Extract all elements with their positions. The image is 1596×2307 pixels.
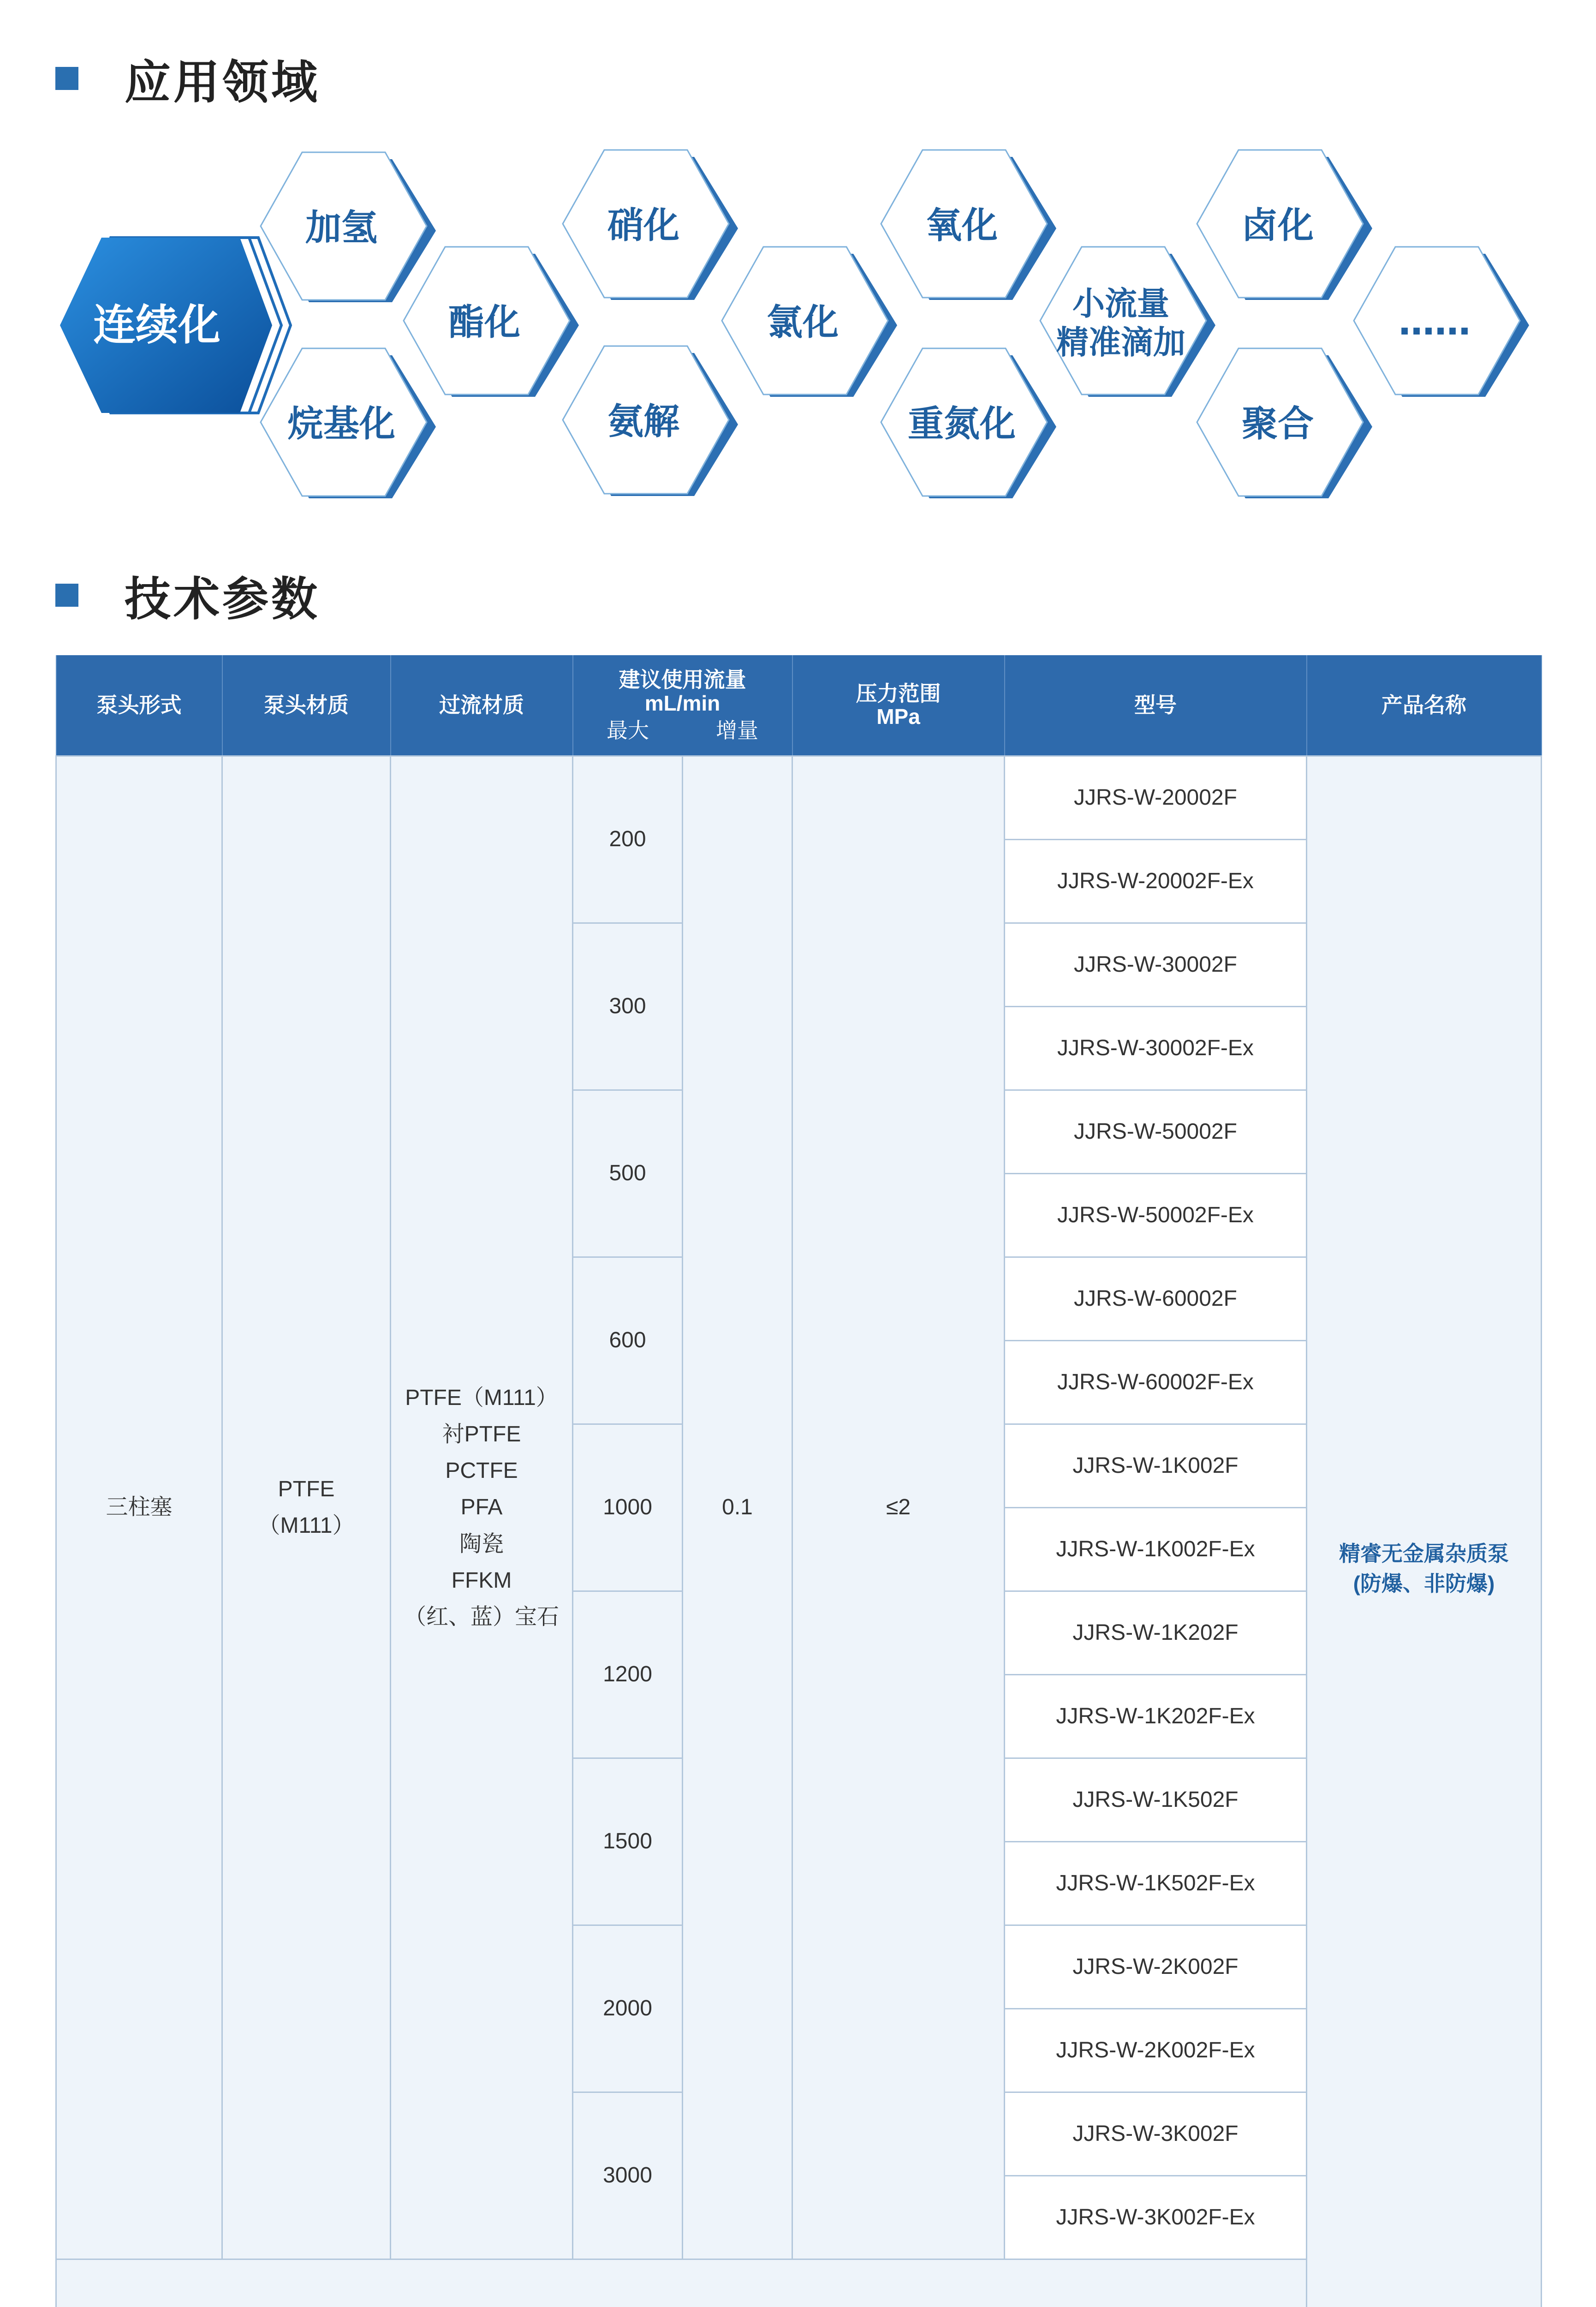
header-pump-material: 泵头材质 — [222, 655, 391, 756]
hex-more — [1352, 242, 1536, 404]
cell-line: PCTFE — [445, 1458, 518, 1483]
cell-note — [56, 2259, 1307, 2307]
hex-label: 聚合 — [1241, 403, 1314, 445]
table-row — [56, 756, 1542, 839]
header-pressure — [792, 655, 1005, 756]
cell-model: JJRS-W-50002F-Ex — [1005, 1173, 1307, 1257]
cell-model: JJRS-W-1K002F — [1005, 1424, 1307, 1507]
cell-flow-max: 500 — [573, 1090, 683, 1257]
hex-main-label: 连续化 — [93, 300, 220, 350]
cell-line: PTFE — [278, 1476, 335, 1501]
header-pressure-unit: MPa — [876, 705, 920, 729]
cell-product-name — [1307, 756, 1542, 2307]
hex-label: 重氮化 — [907, 403, 1016, 445]
hex-diazotization — [879, 344, 1063, 505]
header-pump-type: 泵头形式 — [56, 655, 222, 756]
spec-table — [55, 655, 1542, 2307]
header-product-name: 产品名称 — [1307, 655, 1542, 756]
cell-line: PFA — [460, 1495, 503, 1520]
hex-nitration — [560, 145, 745, 307]
cell-model: JJRS-W-2K002F-Ex — [1005, 2008, 1307, 2092]
hex-label: 烷基化 — [287, 403, 395, 445]
hex-label: …… — [1399, 302, 1471, 344]
cell-model: JJRS-W-60002F — [1005, 1257, 1307, 1340]
hex-label — [1038, 242, 1204, 404]
cell-model: JJRS-W-1K502F-Ex — [1005, 1841, 1307, 1925]
table-body — [56, 756, 1542, 2307]
header-model: 型号 — [1005, 655, 1307, 756]
section-title-text: 技术参数 — [125, 572, 320, 626]
header-flow-max: 最大 — [607, 718, 649, 742]
cell-line: （红、蓝）宝石 — [404, 1604, 559, 1629]
hex-oxidation — [879, 145, 1063, 307]
hex-label: 氯化 — [766, 302, 839, 344]
cell-line: PTFE（M111） — [405, 1385, 558, 1410]
section-title-applications — [55, 46, 320, 111]
cell-model: JJRS-W-1K202F — [1005, 1591, 1307, 1674]
hex-esterification — [401, 242, 586, 404]
header-wetted-material: 过流材质 — [391, 655, 573, 756]
cell-model: JJRS-W-20002F — [1005, 756, 1307, 839]
section-title-specs — [55, 563, 320, 628]
hex-label: 酯化 — [448, 302, 520, 344]
cell-line: (防爆、非防爆) — [1353, 1571, 1495, 1596]
cell-model: JJRS-W-60002F-Ex — [1005, 1340, 1307, 1424]
header-flow-title: 建议使用流量 — [619, 668, 746, 692]
hex-chlorination — [720, 242, 904, 404]
cell-model: JJRS-W-1K502F — [1005, 1758, 1307, 1841]
header-flow — [573, 655, 792, 756]
cell-model: JJRS-W-3K002F-Ex — [1005, 2176, 1307, 2259]
cell-flow-max: 3000 — [573, 2092, 683, 2259]
cell-pump-type: 三柱塞 — [56, 756, 222, 2259]
header-flow-increment: 增量 — [716, 718, 758, 742]
cell-line: 衬PTFE — [442, 1422, 521, 1447]
cell-line: （M111） — [258, 1513, 355, 1538]
section-marker-icon — [55, 67, 78, 90]
table-header-row — [56, 655, 1542, 756]
hex-label: 硝化 — [607, 205, 679, 247]
cell-flow-max: 600 — [573, 1257, 683, 1424]
cell-line: 精睿无金属杂质泵 — [1339, 1542, 1509, 1566]
cell-flow-max: 200 — [573, 756, 683, 923]
cell-wetted-material — [391, 756, 573, 2259]
cell-model: JJRS-W-1K202F-Ex — [1005, 1674, 1307, 1758]
cell-flow-max: 1200 — [573, 1591, 683, 1758]
section-marker-icon — [55, 584, 78, 607]
cell-model: JJRS-W-2K002F — [1005, 1925, 1307, 2008]
hex-label-line: 小流量 — [1072, 285, 1169, 323]
cell-line: FFKM — [451, 1568, 512, 1593]
hex-label: 卤化 — [1241, 205, 1314, 247]
cell-model: JJRS-W-3K002F — [1005, 2092, 1307, 2176]
section-title-text: 应用领域 — [125, 55, 320, 109]
hex-label-line: 精准滴加 — [1056, 323, 1185, 361]
hex-label: 氧化 — [925, 205, 998, 247]
cell-pressure: ≤2 — [792, 756, 1005, 2259]
hex-ammonolysis — [560, 341, 745, 503]
cell-model: JJRS-W-50002F — [1005, 1090, 1307, 1173]
cell-flow-max: 1000 — [573, 1424, 683, 1591]
cell-flow-increment: 0.1 — [683, 756, 792, 2259]
cell-model: JJRS-W-30002F-Ex — [1005, 1006, 1307, 1090]
cell-pump-material — [222, 756, 391, 2259]
cell-flow-max: 2000 — [573, 1925, 683, 2092]
cell-model: JJRS-W-1K002F-Ex — [1005, 1507, 1307, 1591]
cell-line: 陶瓷 — [459, 1531, 504, 1556]
header-flow-unit: mL/min — [644, 691, 721, 715]
hex-label: 氨解 — [607, 401, 679, 443]
cell-flow-max: 300 — [573, 923, 683, 1090]
header-pressure-title: 压力范围 — [856, 681, 941, 705]
cell-model: JJRS-W-20002F-Ex — [1005, 839, 1307, 923]
cell-flow-max: 1500 — [573, 1758, 683, 1925]
cell-model: JJRS-W-30002F — [1005, 923, 1307, 1006]
hex-label: 加氢 — [305, 207, 377, 249]
application-hexagons — [0, 138, 1596, 521]
